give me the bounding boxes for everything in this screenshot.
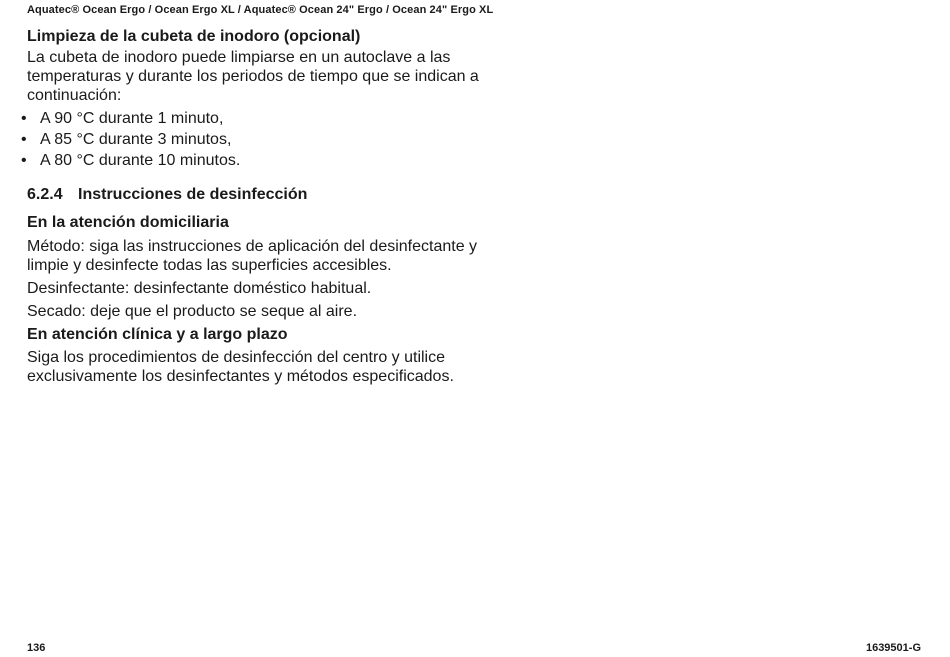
section-heading	[27, 185, 487, 205]
list-item	[21, 150, 487, 171]
running-header: Aquatec® Ocean Ergo / Ocean Ergo XL / Aquatec® Ocean 24" Ergo / Ocean 24" Ergo XL	[27, 4, 494, 16]
document-code: 1639501-G	[865, 642, 921, 654]
clinical-care-heading: En atención clínica y a largo plazo	[27, 326, 288, 343]
bullet-icon: •	[21, 131, 27, 148]
list-item	[21, 129, 487, 150]
list-item	[21, 108, 487, 129]
bullet-icon: •	[21, 110, 27, 127]
page-number: 136	[27, 642, 46, 654]
bullet-icon: •	[21, 152, 27, 169]
temperature-list	[21, 108, 487, 171]
cleaning-intro: La cubeta de inodoro puede limpiarse en un autoclave a las temperaturas y durante los periodos de tiempo que se indican a continuación:	[27, 49, 479, 104]
home-care-heading: En la atención domiciliaria	[27, 214, 229, 231]
cleaning-heading: Limpieza de la cubeta de inodoro (opcional)	[27, 28, 361, 45]
section-number: 6.2.4	[27, 186, 63, 203]
list-item-text: A 80 °C durante 10 minutos.	[40, 152, 241, 169]
home-care-method: Método: siga las instrucciones de aplicación del desinfectante y limpie y desinfecte todas las superficies accesibles.	[27, 238, 478, 274]
home-care-disinfectant: Desinfectante: desinfectante doméstico habitual.	[27, 280, 372, 297]
list-item-text: A 85 °C durante 3 minutos,	[40, 131, 232, 148]
clinical-care-text: Siga los procedimientos de desinfección del centro y utilice exclusivamente los desinfectantes y métodos especificados.	[27, 349, 454, 385]
home-care-drying: Secado: deje que el producto se seque al aire.	[27, 303, 358, 320]
section-title: Instrucciones de desinfección	[78, 186, 308, 203]
list-item-text: A 90 °C durante 1 minuto,	[40, 110, 224, 127]
document-body	[21, 27, 487, 386]
